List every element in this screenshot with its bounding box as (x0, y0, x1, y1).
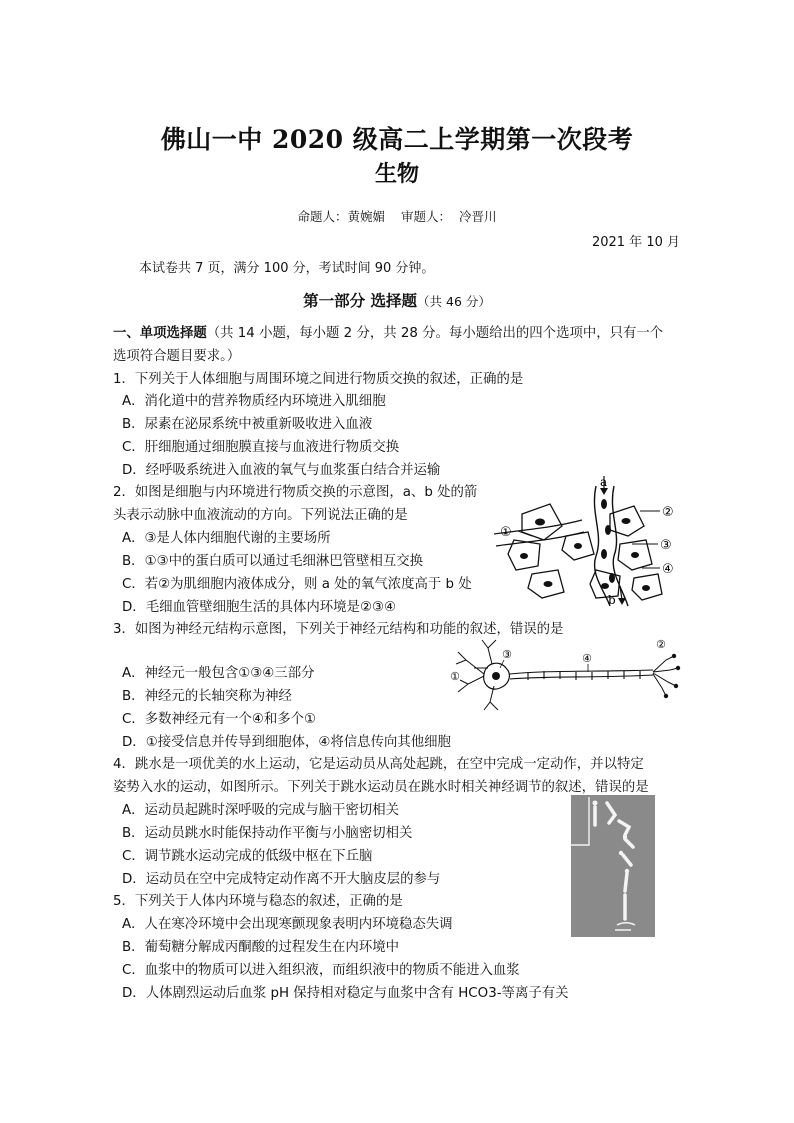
arrow-b-head (618, 598, 626, 605)
setter-info (298, 209, 386, 224)
part-one-points: （共 46 分） (417, 294, 491, 309)
arrow-a-head (600, 488, 608, 495)
neuron-label-1: ① (450, 670, 460, 683)
reviewer-info (401, 209, 496, 224)
q5-option-a: A．人在寒冷环境中会出现寒颤现象表明内环境稳态失调 (122, 917, 453, 932)
section-heading: 一、单项选择题 (113, 326, 207, 341)
exam-subject: 生物 (374, 161, 419, 187)
photo-watermark (615, 929, 631, 931)
q5-option-b: B．葡萄糖分解成丙酮酸的过程发生在内环境中 (122, 940, 399, 955)
exam-authors (0, 207, 794, 225)
q3-option-d: D．①接受信息并传导到细胞体，④将信息传向其他细胞 (122, 735, 451, 750)
section-desc-1: （共 14 小题，每小题 2 分，共 28 分。每小题给出的四个选项中，只有一个 (206, 326, 664, 341)
q2-tissue-diagram (492, 474, 686, 608)
label-b: b (608, 593, 616, 607)
q4-option-b: B．运动员跳水时能保持动作平衡与小脑密切相关 (122, 826, 413, 841)
q4-option-d: D．运动员在空中完成特定动作离不开大脑皮层的参与 (122, 872, 441, 887)
neuron-label-2: ② (656, 638, 666, 651)
q3-option-c: C．多数神经元有一个④和多个① (122, 712, 317, 727)
q1-stem: 1．下列关于人体细胞与周围环境之间进行物质交换的叙述，正确的是 (113, 372, 524, 387)
q4-diving-photo (571, 795, 655, 937)
q4-option-c: C．调节跳水运动完成的低级中枢在下丘脑 (122, 849, 373, 864)
q4-option-a: A．运动员起跳时深呼吸的完成与脑干密切相关 (122, 803, 399, 818)
tissue-cells (508, 504, 662, 600)
q4-stem-2: 姿势入水的运动，如图所示。下列关于跳水运动员在跳水时相关神经调节的叙述，错误的是 (113, 780, 649, 795)
q5-stem: 5．下列关于人体内环境与稳态的叙述，正确的是 (113, 894, 403, 909)
part-one-heading (0, 289, 794, 311)
label-1: ① (500, 525, 512, 540)
q2-option-c: C．若②为肌细胞内液体成分，则 a 处的氧气浓度高于 b 处 (122, 577, 472, 592)
q3-option-a: A．神经元一般包含①③④三部分 (122, 666, 315, 681)
section-heading-line (113, 322, 663, 341)
setter-name: 黄婉媚 (347, 209, 386, 224)
axon-terminals (653, 656, 678, 696)
reviewer-name: 冷晋川 (458, 209, 497, 224)
setter-label: 命题人： (297, 209, 348, 224)
exam-title: 佛山一中 2020 级高二上学期第一次段考 (160, 125, 634, 154)
q3-neuron-diagram (448, 634, 688, 716)
q4-stem-1: 4．跳水是一项优美的水上运动，它是运动员从高处起跳，在空中完成一定动作，并以特定 (113, 757, 644, 772)
part-one-title: 第一部分 选择题 (303, 292, 418, 310)
exam-note: 本试卷共 7 页，满分 100 分，考试时间 90 分钟。 (139, 261, 435, 276)
q1-option-d: D．经呼吸系统进入血液的氧气与血浆蛋白结合并运输 (122, 463, 441, 478)
neuron-label-4: ④ (582, 652, 592, 665)
dendrites (456, 640, 498, 710)
q1-option-a: A．消化道中的营养物质经内环境进入肌细胞 (122, 394, 386, 409)
section-desc-2: 选项符合题目要求。） (113, 349, 241, 364)
q1-option-c: C．肝细胞通过细胞膜直接与血液进行物质交换 (122, 440, 400, 455)
capillary-vessel (594, 486, 628, 606)
neuron-leader-lines (500, 660, 588, 672)
label-2: ② (662, 505, 674, 520)
q2-option-b: B．①③中的蛋白质可以通过毛细淋巴管壁相互交换 (122, 554, 424, 569)
q2-stem-2: 头表示动脉中血液流动的方向。下列说法正确的是 (113, 508, 408, 523)
q2-option-a: A．③是人体内细胞代谢的主要场所 (122, 531, 331, 546)
q3-option-b: B．神经元的长轴突称为神经 (122, 689, 292, 704)
q5-option-c: C．血浆中的物质可以进入组织液，而组织液中的物质不能进入血浆 (122, 963, 520, 978)
nucleus (492, 672, 500, 680)
q5-option-d: D．人体剧烈运动后血浆 pH 保持相对稳定与血浆中含有 HCO3-等离子有关 (122, 986, 569, 1001)
terminal-buttons (664, 654, 680, 698)
reviewer-label: 审题人： (401, 209, 452, 224)
exam-date: 2021 年 10 月 (591, 235, 680, 250)
q2-stem-1: 2．如图是细胞与内环境进行物质交换的示意图，a、b 处的箭 (113, 485, 478, 500)
axon (510, 670, 653, 680)
label-4: ④ (662, 562, 674, 577)
neuron-label-3: ③ (502, 648, 512, 661)
q1-option-b: B．尿素在泌尿系统中被重新吸收进入血液 (122, 417, 373, 432)
q3-stem: 3．如图为神经元结构示意图，下列关于神经元结构和功能的叙述，错误的是 (113, 622, 564, 637)
q2-option-d: D．毛细血管壁细胞生活的具体内环境是②③④ (122, 600, 396, 615)
label-3: ③ (660, 538, 672, 553)
label-a: a (600, 475, 608, 489)
